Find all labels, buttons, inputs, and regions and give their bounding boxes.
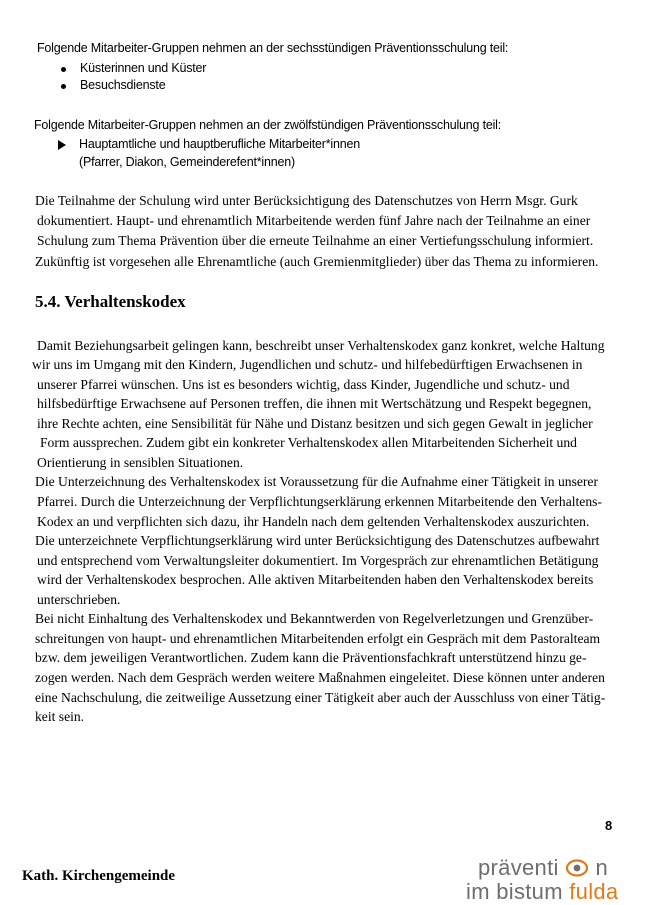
body-line: bzw. dem jeweiligen Verantwortlichen. Zudem kann die Präventionsfachkraft unterstützend hinzu ge- xyxy=(35,650,587,665)
body-line: wird der Verhaltenskodex besprochen. Alle aktiven Mitarbeitenden haben den Verhaltenskodex bereits xyxy=(37,572,594,587)
eye-icon xyxy=(565,858,589,878)
body-line: keit sein. xyxy=(35,709,85,724)
six-hour-group-2: Besuchsdienste xyxy=(80,78,166,92)
body-line: und entsprechend vom Verwaltungsleiter dokumentiert. Im Vorgespräch zur ehrenamtlichen Betätigung xyxy=(37,553,599,568)
body-line: Orientierung in sensiblen Situationen. xyxy=(37,455,244,470)
body-line: Pfarrei. Durch die Unterzeichnung der Verpflichtungserklärung erkennen Mitarbeitende den Verhaltens- xyxy=(37,494,602,509)
documentation-line: dokumentiert. Haupt- und ehrenamtlich Mitarbeitende werden fünf Jahre nach der Teilnahme an einer xyxy=(37,213,591,228)
body-line: Damit Beziehungsarbeit gelingen kann, beschreibt unser Verhaltenskodex ganz konkret, welche Haltung xyxy=(37,338,605,353)
logo-line2 xyxy=(466,879,618,905)
documentation-line: Schulung zum Thema Prävention über die erneute Teilnahme an einer Vertiefungsschulung informiert. xyxy=(37,233,594,248)
twelve-hour-group-line1: Hauptamtliche und hauptberufliche Mitarbeiter*innen xyxy=(79,137,360,151)
bullet-dot-icon xyxy=(61,67,66,72)
body-line: Form aussprechen. Zudem gibt ein konkreter Verhaltenskodex allen Mitarbeitenden Sicherheit und xyxy=(40,435,577,450)
body-line: Die unterzeichnete Verpflichtungserklärung wird unter Berücksichtigung des Datenschutzes aufbewahrt xyxy=(35,533,600,548)
intro-twelve-hours: Folgende Mitarbeiter-Gruppen nehmen an der zwölfstündigen Präventionsschulung teil: xyxy=(34,118,502,132)
praevention-logo xyxy=(466,852,640,904)
documentation-line: Die Teilnahme der Schulung wird unter Berücksichtigung des Datenschutzes von Herrn Msgr. Gurk xyxy=(35,193,578,208)
body-line: hilfsbedürftige Erwachsene auf Personen treffen, die ihnen mit Wertschätzung und Respekt begegnen, xyxy=(37,396,592,411)
logo-line2-prefix: im bistum xyxy=(466,879,563,904)
bullet-dot-icon xyxy=(61,84,66,89)
body-line: Die Unterzeichnung des Verhaltenskodex ist Voraussetzung für die Aufnahme einer Tätigkeit in unserer xyxy=(35,474,598,489)
body-line: unterschrieben. xyxy=(37,592,121,607)
logo-line1-suffix: n xyxy=(595,855,609,880)
body-line: eine Nachschulung, die zeitweilige Aussetzung einer Tätigkeit aber auch der Ausschluss von einer Tätig- xyxy=(35,690,606,705)
logo-line1 xyxy=(478,855,608,881)
section-heading: 5.4. Verhaltenskodex xyxy=(35,292,186,311)
logo-line1-prefix: präventi xyxy=(478,855,559,880)
footer-parish-name: Kath. Kirchengemeinde xyxy=(22,868,176,884)
body-line: schreitungen von haupt- und ehrenamtlichen Mitarbeitenden erfolgt ein Gespräch mit dem Pastoralteam xyxy=(35,631,601,646)
twelve-hour-group-line2: (Pfarrer, Diakon, Gemeinderefent*innen) xyxy=(79,155,295,169)
intro-six-hours: Folgende Mitarbeiter-Gruppen nehmen an der sechsstündigen Präventionsschulung teil: xyxy=(37,41,509,55)
body-line: Kodex an und verpflichten sich dazu, ihr Handeln nach dem geltenden Verhaltenskodex auszurichten. xyxy=(37,514,590,529)
body-line: zogen werden. Nach dem Gespräch werden weitere Maßnahmen eingeleitet. Diese können unter anderen xyxy=(35,670,605,685)
documentation-line: Zukünftig ist vorgesehen alle Ehrenamtliche (auch Gremienmitglieder) über das Thema zu informieren. xyxy=(35,254,599,269)
arrow-bullet-icon xyxy=(58,140,66,150)
body-line: ihre Rechte achten, eine Sensibilität für Nähe und Distanz besitzen und sich gegen Gewalt in jeglicher xyxy=(37,416,593,431)
body-line: wir uns im Umgang mit den Kindern, Jugendlichen und schutz- und hilfebedürftigen Erwachsenen in xyxy=(32,357,583,372)
six-hour-group-1: Küsterinnen und Küster xyxy=(80,61,207,75)
logo-line2-accent: fulda xyxy=(569,879,619,904)
body-line: Bei nicht Einhaltung des Verhaltenskodex und Bekanntwerden von Regelverletzungen und Grenzüber- xyxy=(35,611,594,626)
body-line: unserer Pfarrei wünschen. Uns ist es besonders wichtig, dass Kinder, Jugendliche und schutz- und xyxy=(37,377,570,392)
page-number: 8 xyxy=(605,818,613,833)
